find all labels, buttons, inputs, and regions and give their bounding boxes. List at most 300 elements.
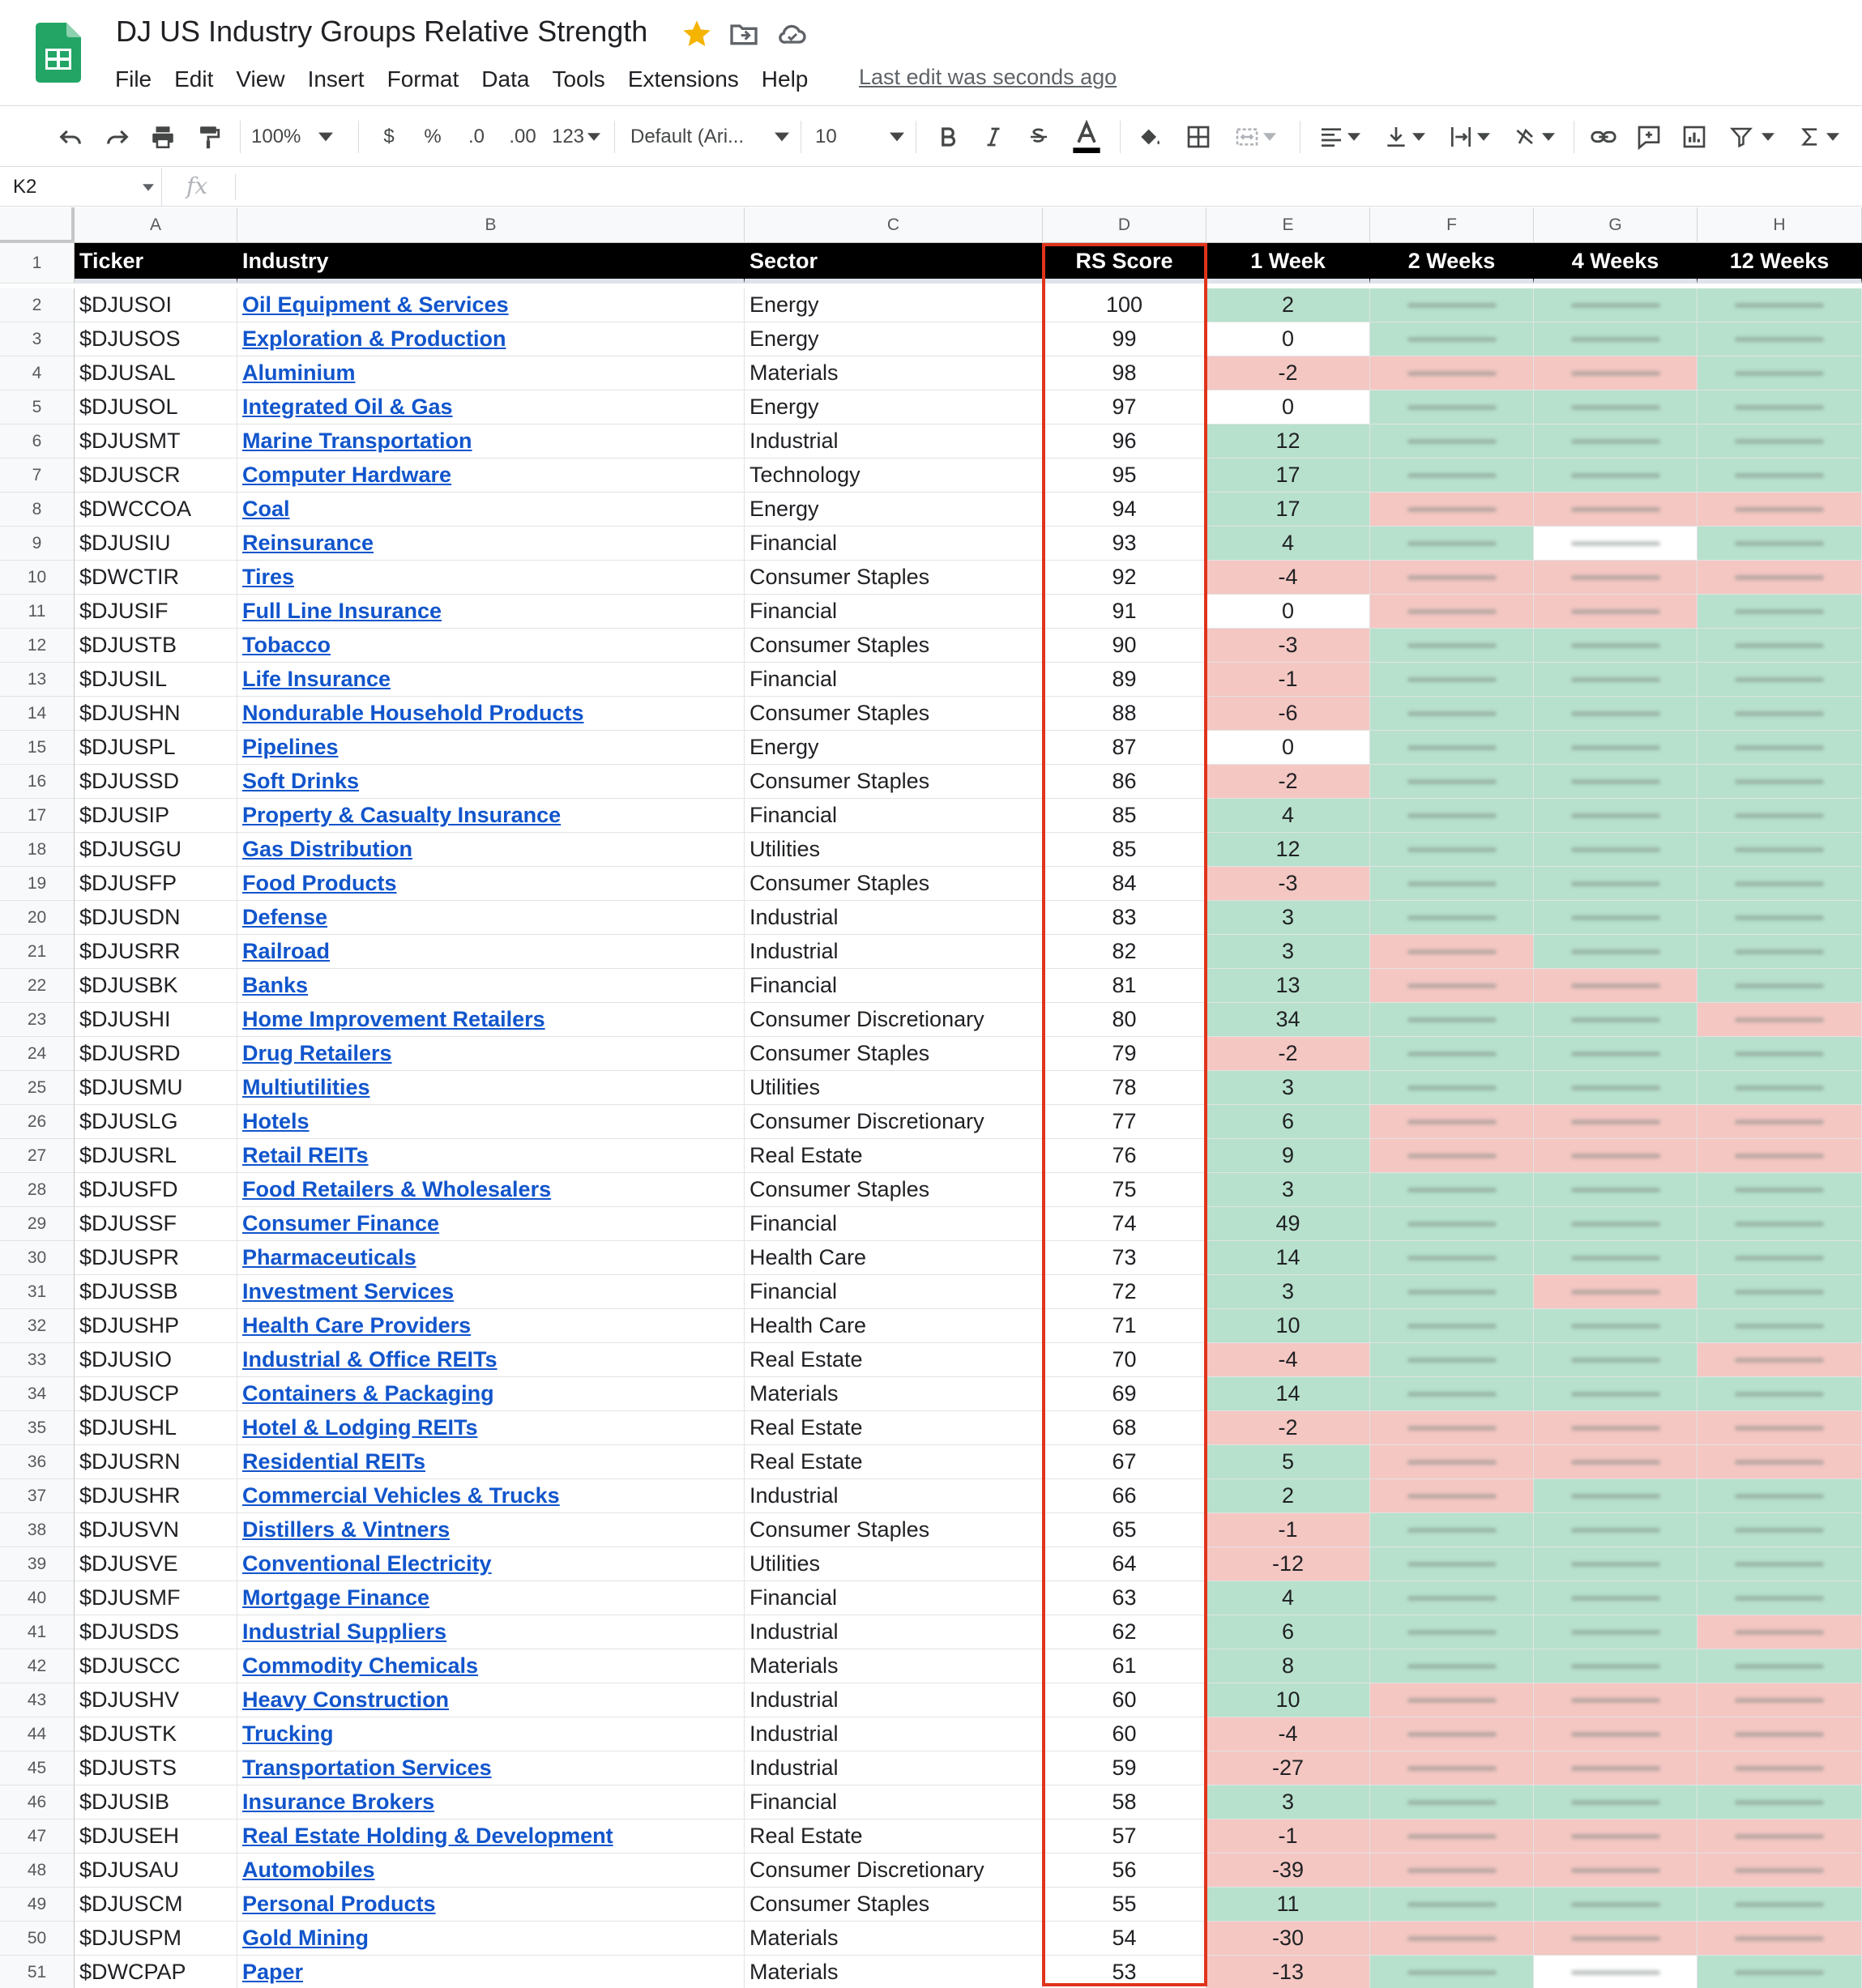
- rs-score-cell[interactable]: 82: [1043, 935, 1206, 969]
- week-12-cell[interactable]: [1698, 1854, 1862, 1888]
- row-number[interactable]: 33: [0, 1343, 75, 1377]
- row-number[interactable]: 21: [0, 935, 75, 969]
- industry-link[interactable]: Automobiles: [242, 1858, 375, 1882]
- ticker-cell[interactable]: $DJUSSB: [75, 1275, 237, 1309]
- week-4-cell[interactable]: [1534, 901, 1698, 935]
- rs-score-cell[interactable]: 95: [1043, 459, 1206, 493]
- row-number[interactable]: 50: [0, 1922, 75, 1956]
- industry-cell[interactable]: [237, 1819, 745, 1854]
- industry-link[interactable]: Integrated Oil & Gas: [242, 395, 453, 419]
- industry-link[interactable]: Commercial Vehicles & Trucks: [242, 1483, 560, 1508]
- week-2-cell[interactable]: [1370, 1411, 1534, 1445]
- week-12-cell[interactable]: [1698, 459, 1862, 493]
- industry-link[interactable]: Tobacco: [242, 633, 331, 657]
- ticker-cell[interactable]: $DJUSMT: [75, 424, 237, 459]
- week-12-cell[interactable]: [1698, 390, 1862, 424]
- sector-cell[interactable]: Financial: [745, 1275, 1043, 1309]
- industry-link[interactable]: Banks: [242, 973, 309, 997]
- sector-cell[interactable]: Financial: [745, 1207, 1043, 1241]
- week-12-cell[interactable]: [1698, 1343, 1862, 1377]
- sector-cell[interactable]: Consumer Staples: [745, 867, 1043, 901]
- ticker-cell[interactable]: $DJUSHV: [75, 1683, 237, 1717]
- week-2-cell[interactable]: [1370, 1377, 1534, 1411]
- week-12-cell[interactable]: [1698, 1785, 1862, 1819]
- week-2-cell[interactable]: [1370, 1173, 1534, 1207]
- week-4-cell[interactable]: [1534, 561, 1698, 595]
- ticker-cell[interactable]: $DJUSAL: [75, 356, 237, 390]
- week-4-cell[interactable]: [1534, 595, 1698, 629]
- row-number[interactable]: 25: [0, 1071, 75, 1105]
- move-to-folder-icon[interactable]: [728, 18, 760, 50]
- industry-link[interactable]: Consumer Finance: [242, 1211, 440, 1235]
- ticker-cell[interactable]: $DJUSCC: [75, 1649, 237, 1683]
- week-12-cell[interactable]: [1698, 697, 1862, 731]
- week-4-cell[interactable]: [1534, 527, 1698, 561]
- week-4-cell[interactable]: [1534, 1785, 1698, 1819]
- ticker-cell[interactable]: $DJUSIB: [75, 1785, 237, 1819]
- week-12-cell[interactable]: [1698, 322, 1862, 356]
- week-1-cell[interactable]: -1: [1206, 1819, 1370, 1854]
- week-4-cell[interactable]: [1534, 935, 1698, 969]
- ticker-cell[interactable]: $DJUSOS: [75, 322, 237, 356]
- week-1-cell[interactable]: 3: [1206, 901, 1370, 935]
- row-number[interactable]: 19: [0, 867, 75, 901]
- industry-link[interactable]: Multiutilities: [242, 1075, 370, 1099]
- more-formats-button[interactable]: [549, 106, 603, 168]
- row-number[interactable]: 32: [0, 1309, 75, 1343]
- week-1-cell[interactable]: -30: [1206, 1922, 1370, 1956]
- row-number[interactable]: 11: [0, 595, 75, 629]
- header-4-weeks[interactable]: 4 Weeks: [1534, 243, 1698, 284]
- sector-cell[interactable]: Consumer Staples: [745, 697, 1043, 731]
- industry-cell[interactable]: [237, 867, 745, 901]
- sector-cell[interactable]: Consumer Staples: [745, 629, 1043, 663]
- industry-cell[interactable]: [237, 322, 745, 356]
- week-4-cell[interactable]: [1534, 1513, 1698, 1547]
- ticker-cell[interactable]: $DJUSPL: [75, 731, 237, 765]
- industry-cell[interactable]: [237, 1615, 745, 1649]
- industry-link[interactable]: Marine Transportation: [242, 429, 472, 453]
- industry-cell[interactable]: [237, 1445, 745, 1479]
- rs-score-cell[interactable]: 87: [1043, 731, 1206, 765]
- sector-cell[interactable]: Real Estate: [745, 1411, 1043, 1445]
- header-2-weeks[interactable]: 2 Weeks: [1370, 243, 1534, 284]
- header-1-week[interactable]: 1 Week: [1206, 243, 1370, 284]
- sector-cell[interactable]: Financial: [745, 663, 1043, 697]
- row-number[interactable]: 30: [0, 1241, 75, 1275]
- week-12-cell[interactable]: [1698, 595, 1862, 629]
- week-4-cell[interactable]: [1534, 1275, 1698, 1309]
- ticker-cell[interactable]: $DWCPAP: [75, 1956, 237, 1988]
- row-number[interactable]: 12: [0, 629, 75, 663]
- industry-cell[interactable]: [237, 1854, 745, 1888]
- sector-cell[interactable]: Consumer Staples: [745, 1888, 1043, 1922]
- industry-link[interactable]: Computer Hardware: [242, 463, 452, 487]
- week-2-cell[interactable]: [1370, 1888, 1534, 1922]
- week-1-cell[interactable]: -2: [1206, 356, 1370, 390]
- week-12-cell[interactable]: [1698, 1411, 1862, 1445]
- row-number[interactable]: 45: [0, 1751, 75, 1785]
- week-12-cell[interactable]: [1698, 1513, 1862, 1547]
- ticker-cell[interactable]: $DJUSMU: [75, 1071, 237, 1105]
- industry-link[interactable]: Residential REITs: [242, 1449, 426, 1474]
- rs-score-cell[interactable]: 81: [1043, 969, 1206, 1003]
- week-1-cell[interactable]: 3: [1206, 935, 1370, 969]
- rs-score-cell[interactable]: 93: [1043, 527, 1206, 561]
- week-2-cell[interactable]: [1370, 1445, 1534, 1479]
- industry-cell[interactable]: [237, 527, 745, 561]
- week-1-cell[interactable]: 2: [1206, 288, 1370, 322]
- week-12-cell[interactable]: [1698, 1445, 1862, 1479]
- industry-cell[interactable]: [237, 595, 745, 629]
- rs-score-cell[interactable]: 74: [1043, 1207, 1206, 1241]
- week-4-cell[interactable]: [1534, 1751, 1698, 1785]
- rs-score-cell[interactable]: 98: [1043, 356, 1206, 390]
- week-2-cell[interactable]: [1370, 1547, 1534, 1581]
- rs-score-cell[interactable]: 85: [1043, 799, 1206, 833]
- week-12-cell[interactable]: [1698, 1139, 1862, 1173]
- column-header-h[interactable]: H: [1698, 207, 1862, 243]
- industry-cell[interactable]: [237, 1683, 745, 1717]
- rs-score-cell[interactable]: 90: [1043, 629, 1206, 663]
- week-12-cell[interactable]: [1698, 1003, 1862, 1037]
- ticker-cell[interactable]: $DJUSSD: [75, 765, 237, 799]
- week-1-cell[interactable]: 0: [1206, 390, 1370, 424]
- ticker-cell[interactable]: $DJUSIF: [75, 595, 237, 629]
- week-4-cell[interactable]: [1534, 1105, 1698, 1139]
- rs-score-cell[interactable]: 100: [1043, 288, 1206, 322]
- row-number[interactable]: 15: [0, 731, 75, 765]
- cloud-saved-icon[interactable]: [776, 18, 809, 50]
- week-1-cell[interactable]: -2: [1206, 1411, 1370, 1445]
- rs-score-cell[interactable]: 71: [1043, 1309, 1206, 1343]
- row-number[interactable]: 41: [0, 1615, 75, 1649]
- industry-cell[interactable]: [237, 731, 745, 765]
- ticker-cell[interactable]: $DJUSHP: [75, 1309, 237, 1343]
- industry-link[interactable]: Food Products: [242, 871, 397, 895]
- row-number[interactable]: 51: [0, 1956, 75, 1988]
- industry-link[interactable]: Pipelines: [242, 735, 339, 759]
- industry-link[interactable]: Railroad: [242, 939, 331, 963]
- week-1-cell[interactable]: -2: [1206, 1037, 1370, 1071]
- rs-score-cell[interactable]: 97: [1043, 390, 1206, 424]
- row-number[interactable]: 17: [0, 799, 75, 833]
- week-1-cell[interactable]: 3: [1206, 1785, 1370, 1819]
- ticker-cell[interactable]: $DJUSHR: [75, 1479, 237, 1513]
- week-12-cell[interactable]: [1698, 424, 1862, 459]
- week-1-cell[interactable]: -27: [1206, 1751, 1370, 1785]
- row-number[interactable]: 44: [0, 1717, 75, 1751]
- sector-cell[interactable]: Materials: [745, 1649, 1043, 1683]
- rs-score-cell[interactable]: 60: [1043, 1717, 1206, 1751]
- ticker-cell[interactable]: $DJUSFD: [75, 1173, 237, 1207]
- text-wrap-icon[interactable]: [1441, 106, 1497, 168]
- row-number[interactable]: 26: [0, 1105, 75, 1139]
- rs-score-cell[interactable]: 66: [1043, 1479, 1206, 1513]
- menu-format[interactable]: Format: [386, 66, 459, 92]
- industry-cell[interactable]: [237, 663, 745, 697]
- industry-link[interactable]: Hotels: [242, 1109, 310, 1133]
- industry-cell[interactable]: [237, 629, 745, 663]
- week-4-cell[interactable]: [1534, 1411, 1698, 1445]
- week-4-cell[interactable]: [1534, 1309, 1698, 1343]
- row-number[interactable]: 22: [0, 969, 75, 1003]
- name-box[interactable]: [0, 168, 162, 207]
- week-1-cell[interactable]: 8: [1206, 1649, 1370, 1683]
- week-4-cell[interactable]: [1534, 424, 1698, 459]
- week-1-cell[interactable]: 14: [1206, 1241, 1370, 1275]
- week-4-cell[interactable]: [1534, 1547, 1698, 1581]
- rs-score-cell[interactable]: 79: [1043, 1037, 1206, 1071]
- industry-link[interactable]: Reinsurance: [242, 531, 374, 555]
- week-2-cell[interactable]: [1370, 765, 1534, 799]
- ticker-cell[interactable]: $DJUSLG: [75, 1105, 237, 1139]
- week-2-cell[interactable]: [1370, 1241, 1534, 1275]
- week-2-cell[interactable]: [1370, 1922, 1534, 1956]
- week-2-cell[interactable]: [1370, 799, 1534, 833]
- ticker-cell[interactable]: $DJUSEH: [75, 1819, 237, 1854]
- filter-icon[interactable]: [1721, 106, 1783, 168]
- week-2-cell[interactable]: [1370, 1717, 1534, 1751]
- industry-cell[interactable]: [237, 1377, 745, 1411]
- week-1-cell[interactable]: 4: [1206, 799, 1370, 833]
- week-1-cell[interactable]: -12: [1206, 1547, 1370, 1581]
- rs-score-cell[interactable]: 56: [1043, 1854, 1206, 1888]
- industry-link[interactable]: Heavy Construction: [242, 1687, 450, 1712]
- industry-link[interactable]: Investment Services: [242, 1279, 455, 1303]
- rs-score-cell[interactable]: 62: [1043, 1615, 1206, 1649]
- week-1-cell[interactable]: 5: [1206, 1445, 1370, 1479]
- ticker-cell[interactable]: $DJUSCP: [75, 1377, 237, 1411]
- menu-extensions[interactable]: Extensions: [627, 66, 739, 92]
- industry-link[interactable]: Distillers & Vintners: [242, 1517, 451, 1542]
- header-sector[interactable]: Sector: [745, 243, 1043, 284]
- week-4-cell[interactable]: [1534, 1003, 1698, 1037]
- row-number[interactable]: 46: [0, 1785, 75, 1819]
- row-number[interactable]: 10: [0, 561, 75, 595]
- strikethrough-icon[interactable]: [1021, 106, 1057, 168]
- sector-cell[interactable]: Financial: [745, 595, 1043, 629]
- ticker-cell[interactable]: $DJUSRR: [75, 935, 237, 969]
- ticker-cell[interactable]: $DJUSTB: [75, 629, 237, 663]
- borders-icon[interactable]: [1180, 106, 1217, 168]
- week-12-cell[interactable]: [1698, 1956, 1862, 1988]
- rs-score-cell[interactable]: 60: [1043, 1683, 1206, 1717]
- industry-cell[interactable]: [237, 1513, 745, 1547]
- week-4-cell[interactable]: [1534, 969, 1698, 1003]
- week-1-cell[interactable]: 14: [1206, 1377, 1370, 1411]
- percent-format-button[interactable]: %: [424, 126, 442, 147]
- column-header-b[interactable]: B: [237, 207, 745, 243]
- week-1-cell[interactable]: -2: [1206, 765, 1370, 799]
- week-2-cell[interactable]: [1370, 731, 1534, 765]
- industry-cell[interactable]: [237, 288, 745, 322]
- week-4-cell[interactable]: [1534, 1854, 1698, 1888]
- ticker-cell[interactable]: $DJUSCM: [75, 1888, 237, 1922]
- header-rs-score[interactable]: RS Score: [1043, 243, 1206, 284]
- week-12-cell[interactable]: [1698, 1275, 1862, 1309]
- ticker-cell[interactable]: $DJUSIO: [75, 1343, 237, 1377]
- ticker-cell[interactable]: $DJUSTS: [75, 1751, 237, 1785]
- ticker-cell[interactable]: $DJUSRD: [75, 1037, 237, 1071]
- week-1-cell[interactable]: 6: [1206, 1105, 1370, 1139]
- vertical-align-icon[interactable]: [1376, 106, 1433, 168]
- week-12-cell[interactable]: [1698, 1751, 1862, 1785]
- redo-icon[interactable]: [97, 106, 138, 168]
- week-1-cell[interactable]: -4: [1206, 561, 1370, 595]
- week-4-cell[interactable]: [1534, 1922, 1698, 1956]
- sector-cell[interactable]: Consumer Staples: [745, 765, 1043, 799]
- menu-edit[interactable]: Edit: [174, 66, 214, 92]
- industry-cell[interactable]: [237, 1037, 745, 1071]
- rs-score-cell[interactable]: 77: [1043, 1105, 1206, 1139]
- week-1-cell[interactable]: 0: [1206, 595, 1370, 629]
- week-4-cell[interactable]: [1534, 1139, 1698, 1173]
- week-4-cell[interactable]: [1534, 1581, 1698, 1615]
- ticker-cell[interactable]: $DJUSOL: [75, 390, 237, 424]
- week-2-cell[interactable]: [1370, 1139, 1534, 1173]
- week-1-cell[interactable]: -3: [1206, 867, 1370, 901]
- ticker-cell[interactable]: $DWCTIR: [75, 561, 237, 595]
- week-2-cell[interactable]: [1370, 424, 1534, 459]
- rs-score-cell[interactable]: 94: [1043, 493, 1206, 527]
- italic-icon[interactable]: [976, 106, 1011, 168]
- font-family-select[interactable]: [630, 106, 789, 168]
- industry-cell[interactable]: [237, 1139, 745, 1173]
- week-1-cell[interactable]: 3: [1206, 1173, 1370, 1207]
- week-4-cell[interactable]: [1534, 1343, 1698, 1377]
- font-size-select[interactable]: [815, 106, 904, 168]
- industry-cell[interactable]: [237, 356, 745, 390]
- industry-cell[interactable]: [237, 935, 745, 969]
- ticker-cell[interactable]: $DJUSHI: [75, 1003, 237, 1037]
- sector-cell[interactable]: Energy: [745, 731, 1043, 765]
- week-2-cell[interactable]: [1370, 1683, 1534, 1717]
- rs-score-cell[interactable]: 80: [1043, 1003, 1206, 1037]
- rs-score-cell[interactable]: 69: [1043, 1377, 1206, 1411]
- undo-icon[interactable]: [50, 106, 91, 168]
- ticker-cell[interactable]: $DJUSIU: [75, 527, 237, 561]
- rs-score-cell[interactable]: 65: [1043, 1513, 1206, 1547]
- industry-link[interactable]: Soft Drinks: [242, 769, 360, 793]
- sector-cell[interactable]: Consumer Staples: [745, 561, 1043, 595]
- industry-link[interactable]: Defense: [242, 905, 328, 929]
- row-number[interactable]: 14: [0, 697, 75, 731]
- week-4-cell[interactable]: [1534, 493, 1698, 527]
- industry-link[interactable]: Drug Retailers: [242, 1041, 392, 1065]
- ticker-cell[interactable]: $DJUSAU: [75, 1854, 237, 1888]
- column-header-d[interactable]: D: [1043, 207, 1206, 243]
- industry-link[interactable]: Industrial & Office REITs: [242, 1347, 498, 1372]
- ticker-cell[interactable]: $DJUSVE: [75, 1547, 237, 1581]
- week-12-cell[interactable]: [1698, 1037, 1862, 1071]
- row-number[interactable]: 40: [0, 1581, 75, 1615]
- sector-cell[interactable]: Financial: [745, 1785, 1043, 1819]
- header-ticker[interactable]: Ticker: [75, 243, 237, 284]
- industry-cell[interactable]: [237, 1105, 745, 1139]
- insert-chart-icon[interactable]: [1676, 106, 1713, 168]
- week-12-cell[interactable]: [1698, 1683, 1862, 1717]
- industry-cell[interactable]: [237, 1309, 745, 1343]
- rs-score-cell[interactable]: 99: [1043, 322, 1206, 356]
- week-2-cell[interactable]: [1370, 1956, 1534, 1988]
- insert-comment-icon[interactable]: [1630, 106, 1668, 168]
- sector-cell[interactable]: Consumer Discretionary: [745, 1003, 1043, 1037]
- sector-cell[interactable]: Real Estate: [745, 1445, 1043, 1479]
- industry-cell[interactable]: [237, 1207, 745, 1241]
- week-4-cell[interactable]: [1534, 1071, 1698, 1105]
- ticker-cell[interactable]: $DJUSOI: [75, 288, 237, 322]
- industry-link[interactable]: Pharmaceuticals: [242, 1245, 416, 1269]
- industry-cell[interactable]: [237, 1649, 745, 1683]
- ticker-cell[interactable]: $DJUSDS: [75, 1615, 237, 1649]
- week-4-cell[interactable]: [1534, 459, 1698, 493]
- week-2-cell[interactable]: [1370, 1071, 1534, 1105]
- industry-link[interactable]: Home Improvement Retailers: [242, 1007, 545, 1031]
- week-1-cell[interactable]: 2: [1206, 1479, 1370, 1513]
- week-1-cell[interactable]: -3: [1206, 629, 1370, 663]
- ticker-cell[interactable]: $DJUSMF: [75, 1581, 237, 1615]
- industry-cell[interactable]: [237, 1785, 745, 1819]
- industry-link[interactable]: Commodity Chemicals: [242, 1653, 479, 1678]
- industry-cell[interactable]: [237, 1547, 745, 1581]
- rs-score-cell[interactable]: 63: [1043, 1581, 1206, 1615]
- industry-cell[interactable]: [237, 1343, 745, 1377]
- row-number[interactable]: 2: [0, 288, 75, 322]
- sector-cell[interactable]: Financial: [745, 799, 1043, 833]
- rs-score-cell[interactable]: 84: [1043, 867, 1206, 901]
- last-edit-link[interactable]: Last edit was seconds ago: [859, 65, 1117, 89]
- industry-link[interactable]: Life Insurance: [242, 667, 391, 691]
- week-12-cell[interactable]: [1698, 1207, 1862, 1241]
- ticker-cell[interactable]: $DJUSGU: [75, 833, 237, 867]
- row-number[interactable]: 24: [0, 1037, 75, 1071]
- paint-format-icon[interactable]: [188, 106, 228, 168]
- row-number[interactable]: 49: [0, 1888, 75, 1922]
- industry-cell[interactable]: [237, 799, 745, 833]
- industry-cell[interactable]: [237, 1888, 745, 1922]
- week-12-cell[interactable]: [1698, 561, 1862, 595]
- week-2-cell[interactable]: [1370, 1751, 1534, 1785]
- week-4-cell[interactable]: [1534, 663, 1698, 697]
- industry-cell[interactable]: [237, 561, 745, 595]
- menu-tools[interactable]: Tools: [552, 66, 605, 92]
- decrease-decimal-button[interactable]: .0: [468, 126, 485, 147]
- column-header-c[interactable]: C: [745, 207, 1043, 243]
- rs-score-cell[interactable]: 76: [1043, 1139, 1206, 1173]
- industry-link[interactable]: Insurance Brokers: [242, 1790, 435, 1814]
- week-12-cell[interactable]: [1698, 799, 1862, 833]
- ticker-cell[interactable]: $DJUSHN: [75, 697, 237, 731]
- sector-cell[interactable]: Financial: [745, 969, 1043, 1003]
- week-1-cell[interactable]: 0: [1206, 731, 1370, 765]
- column-header-f[interactable]: F: [1370, 207, 1534, 243]
- week-4-cell[interactable]: [1534, 1717, 1698, 1751]
- row-number[interactable]: 4: [0, 356, 75, 390]
- row-number[interactable]: 42: [0, 1649, 75, 1683]
- week-2-cell[interactable]: [1370, 697, 1534, 731]
- week-1-cell[interactable]: -13: [1206, 1956, 1370, 1988]
- bold-icon[interactable]: [930, 106, 966, 168]
- ticker-cell[interactable]: $DJUSRL: [75, 1139, 237, 1173]
- week-2-cell[interactable]: [1370, 1343, 1534, 1377]
- week-4-cell[interactable]: [1534, 1683, 1698, 1717]
- rs-score-cell[interactable]: 55: [1043, 1888, 1206, 1922]
- industry-cell[interactable]: [237, 1411, 745, 1445]
- week-1-cell[interactable]: 3: [1206, 1275, 1370, 1309]
- week-1-cell[interactable]: 13: [1206, 969, 1370, 1003]
- week-12-cell[interactable]: [1698, 356, 1862, 390]
